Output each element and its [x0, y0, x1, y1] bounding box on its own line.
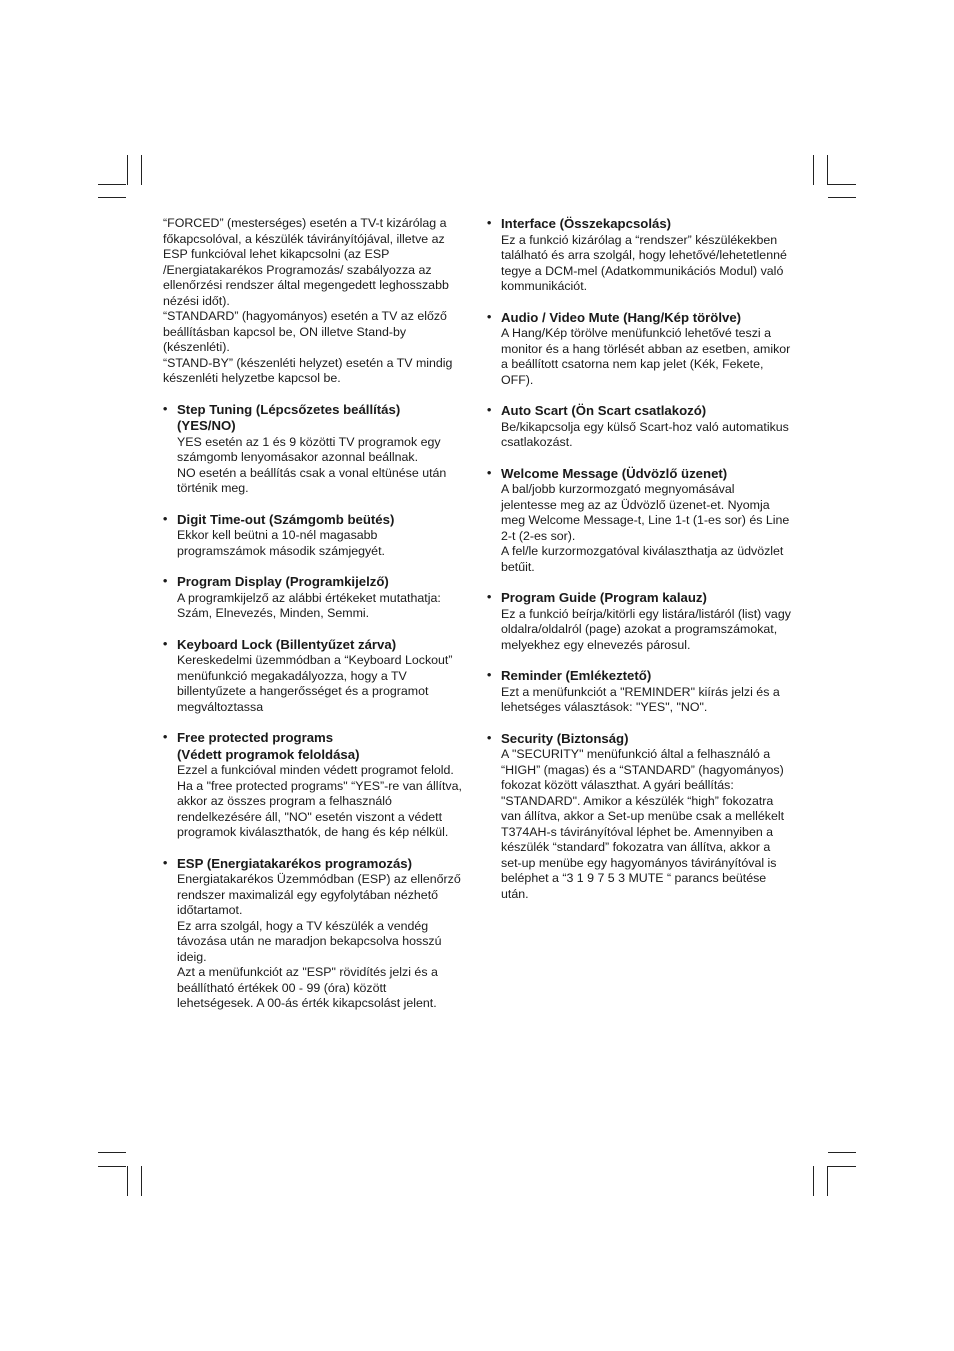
item-heading: Program Guide (Program kalauz) — [501, 590, 707, 605]
description-paragraph: NO esetén a beállítás csak a vonal eltünése után történik meg. — [177, 465, 447, 495]
bullet-icon: • — [487, 403, 492, 417]
description-paragraph: Ez a funkció kizárólag a “rendszer” készülékekben található és arra szolgál, hogy lehetővé/lehetetlenné tegye a DCM-mel (Adatkommunikációs Modul) való kommunikációt. — [501, 232, 787, 293]
left-item-list — [163, 402, 465, 1012]
description-paragraph: Ez a funkció beírja/kitörli egy listára/listáról (list) vagy oldalra/oldalról (page) azokat a programszámokat, melyekhez egy elnevezés párosul. — [501, 606, 791, 652]
menu-function-item — [487, 590, 792, 653]
menu-function-item — [487, 731, 792, 903]
bullet-icon: • — [487, 590, 492, 604]
description-paragraph: Be/kikapcsolja egy külső Scart-hoz való automatikus csatlakozást. — [501, 419, 789, 449]
bullet-icon: • — [487, 309, 492, 324]
item-heading: ESP (Energiatakarékos programozás) — [177, 855, 413, 871]
item-description — [501, 482, 792, 575]
bullet-icon: • — [163, 511, 168, 526]
menu-function-item — [163, 856, 465, 1012]
item-description — [177, 435, 465, 497]
bullet-icon: • — [163, 730, 168, 744]
bullet-icon: • — [487, 730, 492, 745]
item-description — [501, 607, 792, 654]
item-heading: Free protected programs — [177, 730, 334, 745]
description-paragraph: Kereskedelmi üzemmódban a “Keyboard Lockout” menüfunkció megakadályozza, hogy a TV billentyűzete a hangerősséget és a programot megváltoztassa — [177, 653, 453, 714]
item-description — [501, 326, 792, 388]
item-heading: Reminder (Emlékeztető) — [501, 668, 652, 683]
item-heading: Program Display (Programkijelző) — [177, 574, 389, 589]
description-paragraph: Ezzel a funkcióval minden védett programot felold. Ha a "free protected programs" “YES”-re van állítva, akkor az összes program a felhasználó rendelkezésére áll, "NO" esetén viszont a védett programok kiválaszthatók, de hang és kép nélkül. — [177, 763, 462, 839]
description-paragraph: Energiatakarékos Üzemmódban (ESP) az ellenőrző rendszer maximalizál egy egyfolytában nézhető időtartamot. — [177, 872, 461, 917]
item-description — [177, 763, 465, 841]
menu-function-item — [163, 402, 465, 497]
item-description — [501, 747, 792, 902]
menu-function-item — [163, 512, 465, 560]
bullet-icon: • — [487, 668, 492, 682]
bullet-icon: • — [487, 465, 492, 480]
item-heading: Step Tuning (Lépcsőzetes beállítás) — [177, 401, 401, 417]
item-heading: Security (Biztonság) — [501, 730, 629, 746]
item-heading: Welcome Message (Üdvözlő üzenet) — [501, 465, 728, 481]
bullet-icon: • — [163, 574, 168, 588]
description-paragraph: Ezt a menüfunkciót a "REMINDER" kiírás jelzi és a lehetséges választások: "YES", "NO". — [501, 684, 780, 714]
item-heading: Interface (Összekapcsolás) — [501, 216, 672, 231]
menu-function-item — [487, 216, 792, 295]
bullet-icon: • — [163, 636, 168, 651]
menu-function-item — [487, 310, 792, 389]
item-heading: (YES/NO) — [177, 418, 236, 433]
item-description — [177, 653, 465, 715]
description-paragraph: A fel/le kurzormozgatóval kiválaszthatja az üdvözlet betűit. — [501, 544, 784, 574]
description-paragraph: A programkijelző az alábbi értékeket mutathatja: Szám, Elnevezés, Minden, Semmi. — [177, 590, 441, 620]
item-description — [177, 591, 465, 622]
bullet-icon: • — [163, 401, 168, 416]
description-paragraph: A Hang/Kép törölve menüfunkció lehetővé teszi a monitor és a hang törlését abban az esetben, amikor a beállított csatorna nem kap jelet (Kék, Fekete, OFF). — [501, 326, 791, 387]
intro-paragraph: “STAND-BY” (készenléti helyzet) esetén a TV mindig készenléti helyzetbe kapcsol be. — [163, 355, 453, 385]
menu-function-item — [163, 637, 465, 716]
item-description — [501, 420, 792, 451]
menu-function-item — [487, 466, 792, 576]
bullet-icon: • — [163, 855, 168, 870]
menu-function-item — [487, 403, 792, 451]
right-column — [487, 216, 792, 902]
bullet-icon: • — [487, 216, 492, 230]
description-paragraph: Ez arra szolgál, hogy a TV készülék a vendég távozása után ne maradjon bekapcsolva hosszú ideig. — [177, 918, 442, 964]
menu-function-item — [163, 574, 465, 622]
right-item-list — [487, 216, 792, 902]
description-paragraph: Azt a menüfunkciót az "ESP" rövidítés jelzi és a beállítható értékek 00 - 99 (óra) között lehetségesek. A 00-ás érték kikapcsolást jelent. — [177, 965, 438, 1010]
menu-function-item — [163, 730, 465, 841]
intro-paragraph: “FORCED” (mesterséges) esetén a TV-t kizárólag a főkapcsolóval, a készülék távirányítójával, illetve az ESP funkcióval lehet kikapcsolni (az ESP /Energiatakarékos Programozás/ szabályozza az ellenőrzési rendszer által megengedett leghosszabb nézési időt). — [163, 216, 449, 308]
item-heading: Digit Time-out (Számgomb beütés) — [177, 511, 395, 527]
item-heading: Keyboard Lock (Billentyűzet zárva) — [177, 636, 397, 652]
menu-function-item — [487, 668, 792, 716]
left-column — [163, 216, 465, 1012]
item-description — [501, 233, 792, 295]
description-paragraph: A "SECURITY" menüfunkció által a felhasználó a “HIGH” (magas) és a “STANDARD” (hagyományos) fokozat között választhat. A gyári beállítás: "STANDARD". Amikor a készülék “high” fokozatra van állítva, akkor a Set-up menübe csak a mellékelt T374AH-s távirányítóval léphet be. Amennyiben a készülék “standard” fokozatra van állítva, akkor a set-up menübe egy hagyományos távirányítóval is beléphet a “3 1 9 7 5 3 MUTE “ parancs beütése után. — [501, 747, 785, 901]
description-paragraph: Ekkor kell beütni a 10-nél magasabb programszámok második számjegyét. — [177, 528, 385, 558]
item-heading: Audio / Video Mute (Hang/Kép törölve) — [501, 309, 742, 325]
item-description — [177, 528, 465, 559]
item-description — [177, 872, 465, 1012]
description-paragraph: YES esetén az 1 és 9 közötti TV programok egy számgomb lenyomásakor azonnal beállnak. — [177, 434, 441, 464]
intro-text — [163, 216, 465, 387]
item-heading: Auto Scart (Ön Scart csatlakozó) — [501, 403, 707, 418]
item-description — [501, 685, 792, 716]
description-paragraph: A bal/jobb kurzormozgató megnyomásával jelentesse meg az az Üdvözlő üzenet-et. Nyomja meg Welcome Message-t, Line 1-t (1-es sor) és Line 2-t (2-es sor). — [501, 482, 790, 543]
item-heading: (Védett programok feloldása) — [177, 746, 360, 762]
intro-paragraph: “STANDARD” (hagyományos) esetén a TV az előző beállításban kapcsol be, ON illetve Stand-by (készenléti). — [163, 309, 447, 354]
